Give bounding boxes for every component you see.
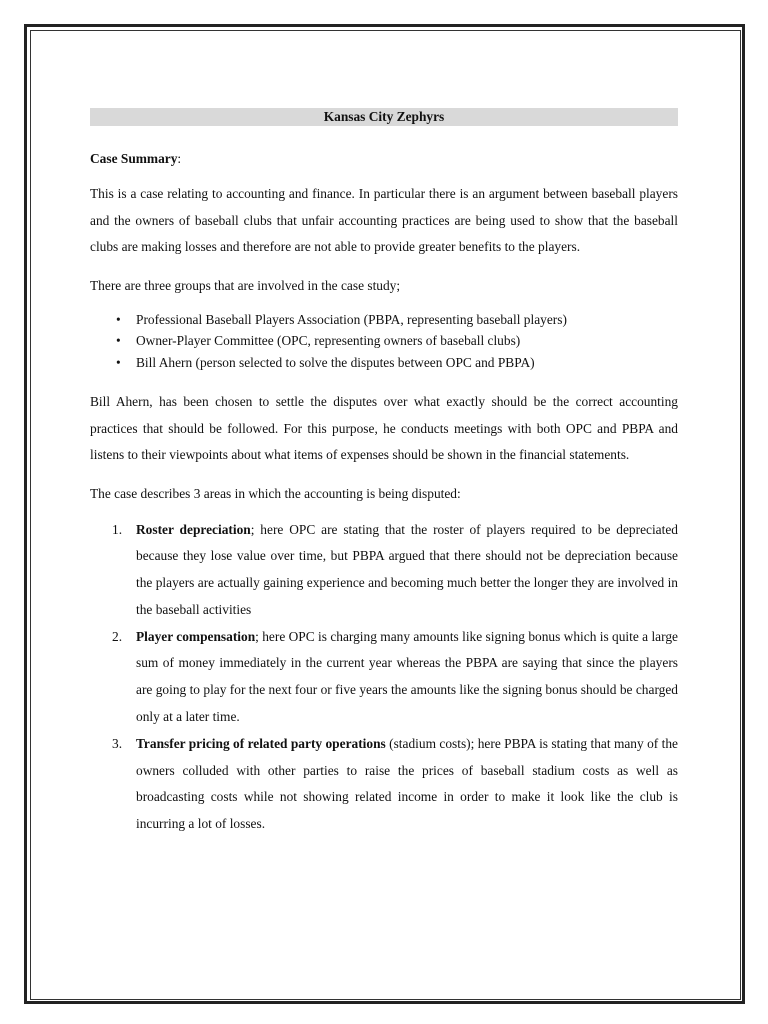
area-heading: Roster depreciation [136,521,251,537]
bullet-icon: • [116,311,121,327]
area-text: ; here OPC is charging many amounts like signing bonus which is quite a large sum of money immediately in the current year whereas the PBPA are saying that since the players are going to play for the next four or five years the amounts like the signing bonus should be charged only at a later time. [136,628,678,725]
ahern-paragraph: Bill Ahern, has been chosen to settle the disputes over what exactly should be the correct accounting practices that should be followed. For this purpose, he conducts meetings with both OPC and PBPA and listens to their viewpoints about what items of expenses should be shown in the financial statements. [90,394,678,462]
case-summary-label: Case Summary [90,151,178,166]
groups-intro: There are three groups that are involved in the case study; [90,277,401,293]
list-item [90,352,678,374]
case-summary-heading [90,150,678,168]
area-number: 2. [112,628,123,644]
list-item [90,731,678,838]
area-number: 1. [112,521,123,537]
area-heading: Player compensation [136,628,256,644]
list-item [90,309,678,331]
group-text: Bill Ahern (person selected to solve the disputes between OPC and PBPA) [136,354,535,370]
intro-paragraph: This is a case relating to accounting and finance. In particular there is an argument between baseball players and the owners of baseball clubs that unfair accounting practices are being used to show that the baseball clubs are making losses and therefore are not able to provide greater benefits to the players. [90,186,678,254]
group-text: Owner-Player Committee (OPC, representing owners of baseball clubs) [136,333,521,348]
areas-intro: The case describes 3 areas in which the accounting is being disputed: [90,485,461,501]
group-text: Professional Baseball Players Association (PBPA, representing baseball players) [136,311,567,327]
area-text: ; here OPC are stating that the roster of players required to be depreciated because they lose value over time, but PBPA argued that there should not be depreciation because the players are actually gaining experience and becoming much better the longer they are involved in the baseball activities [136,521,678,617]
list-item [90,624,678,731]
area-number: 3. [112,735,123,751]
list-item [90,330,678,352]
area-heading: Transfer pricing of related party operations [136,735,386,751]
document-content [90,108,678,838]
area-text: (stadium costs); here PBPA is stating that many of the owners colluded with other parties to raise the prices of baseball stadium costs as well as broadcasting costs while not showing related income in order to make it look like the club is incurring a lot of losses. [136,735,678,832]
bullet-icon: • [116,354,121,370]
bullet-icon: • [116,333,121,348]
groups-list [90,309,678,374]
areas-list [90,517,678,839]
case-summary-colon: : [177,151,182,166]
list-item [90,517,678,624]
document-title: Kansas City Zephyrs [90,108,678,126]
